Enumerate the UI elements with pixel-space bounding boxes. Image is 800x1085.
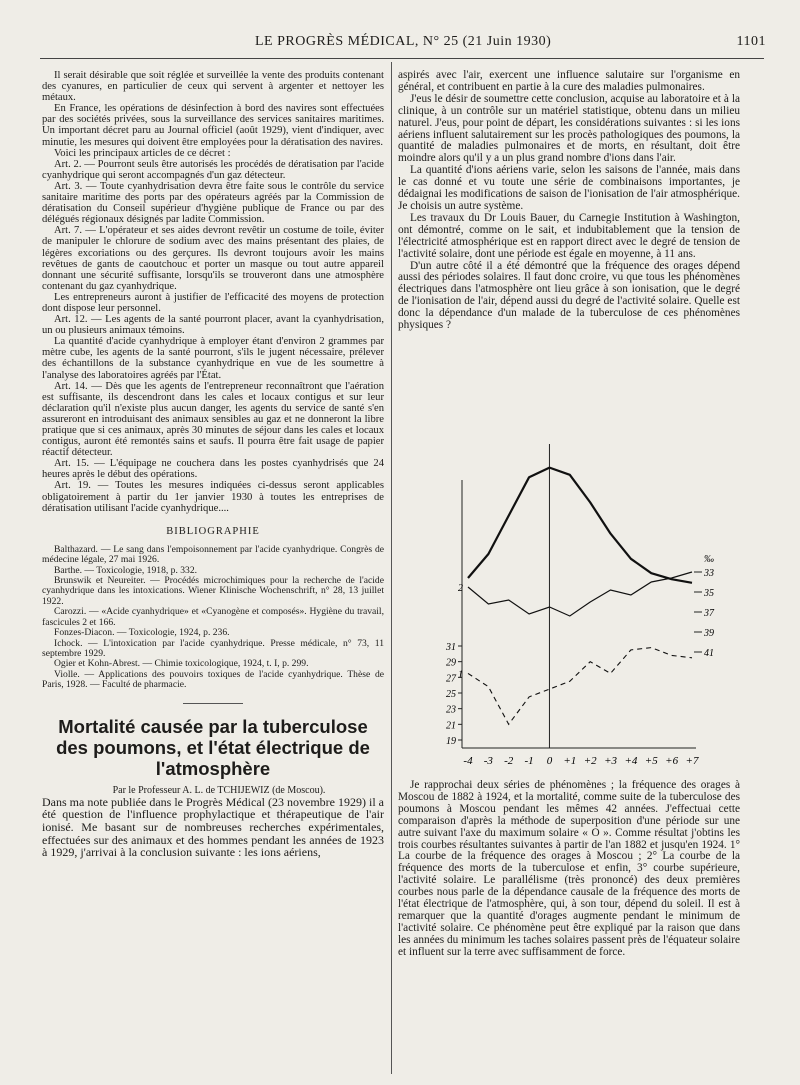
paragraph: Les entrepreneurs auront à justifier de l'efficacité des moyens de protection dont dispose leur personnel. <box>42 291 384 314</box>
paragraph: Voici les principaux articles de ce décret : <box>54 147 231 159</box>
bibliography-entry: Fonzes-Diacon. — Toxicologie, 1924, p. 236. <box>54 627 230 639</box>
paragraph: Les travaux du Dr Louis Bauer, du Carnegie Institution à Washington, ont démontré, comme on le sait, et indubitablement que la tension de l'électricité atmosphérique est en rapport direct avec le degré de tension de l'activité solaire, dont une période est égale en moyenne, à 11 ans. <box>398 211 740 260</box>
right-tick-label: 37 <box>704 608 714 619</box>
x-tick-label: -1 <box>524 755 534 767</box>
bibliography-entry: Brunswik et Neureiter. — Procédés microchimiques pour la recherche de l'acide cyanhydrique dans les intoxications. Wiener Klinische Wochenschrift, n° 28, 13 juillet 1922. <box>42 575 384 607</box>
bibliography-entry: Ichock. — L'intoxication par l'acide cyanhydrique. Presse médicale, n° 73, 11 septembre 1929. <box>42 637 384 659</box>
left-tick-label: 29 <box>446 657 456 669</box>
chart-figure <box>398 440 738 770</box>
series-label-mortality: 2 <box>458 583 463 594</box>
x-tick-label: +1 <box>563 755 577 767</box>
decree-article: Art. 15. — L'équipage ne couchera dans les postes cyanhydrisés que 24 heures après le début des opérations. <box>42 458 384 481</box>
chart-svg <box>398 440 738 770</box>
right-column-continued <box>398 780 740 959</box>
column-divider <box>391 62 392 1074</box>
paragraph: J'eus le désir de soumettre cette conclusion, acquise au laboratoire et à la clinique, à un contrôle sur un matériel statistique, obtenu dans un milieu naturel. J'eus, pour point de départ, les considérations suivantes : si les ions aériens influent salutairement sur les procès pathologiques des poumons, la quantité de maladies pulmonaires et de morts, en résultant, doit être moindre alors qu'il y a un plus grand nombre d'ions dans l'air. <box>398 92 740 165</box>
bibliography-entry: Barthe. — Toxicologie, 1918, p. 332. <box>54 564 198 576</box>
series-line-storms <box>468 648 692 725</box>
decree-article: Art. 12. — Les agents de la santé pourront placer, avant la cyanhydrisation, un ou plusieurs animaux témoins. <box>42 314 384 337</box>
paragraph: Il serait désirable que soit réglée et surveillée la vente des produits contenant des cyanures, en particulier de ceux qui servent à argenter et nettoyer les métaux. <box>42 70 384 104</box>
left-column <box>42 70 384 859</box>
bibliography-heading: BIBLIOGRAPHIE <box>166 525 260 537</box>
decree-article: Art. 19. — Toutes les mesures indiquées ci-dessus seront applicables obligatoirement à partir du 1er janvier 1930 à toutes les entreprises de dératisation utilisant l'acide cyanhydrique.... <box>42 480 384 514</box>
right-tick-label: 35 <box>704 588 714 599</box>
paragraph: Je rapprochai deux séries de phénomènes ; la fréquence des orages à Moscou de 1882 à 1924, et la mortalité, comme suite de la tuberculose des poumons à Moscou pendant les mêmes 42 années. J'effectuai cette comparaison d'après la méthode de superposition d'une période sur une autre suivant l'axe du maximum solaire « O ». Comme résultat j'obtins les trois courbes résultantes suivantes à partir de l'an 1882 et jusqu'en 1924. 1° La courbe de la fréquence des orages à Moscou ; 2° La courbe de la fréquence des morts de la tuberculose et enfin, 3° courbe supérieure, l'activité solaire. Le parallélisme (très prononcé) des deux premières courbes nous parle de la dépendance causale de la fréquence des morts de l'état électrique de l'atmosphère, qui, à son tour, dépend du soleil. Il est à remarquer que la quantité d'orages augmente pendant le minimum de l'activité solaire. Ce phénomène peut être expliqué par la raison que dans les années du minimum les taches solaires passent près de l'équateur solaire et influent sur la terre avec suffisamment de force. <box>398 779 740 958</box>
running-header <box>30 34 770 54</box>
x-tick-label: +3 <box>604 755 618 767</box>
bibliography-entry: Ogier et Kohn-Abrest. — Chimie toxicologique, 1924, t. I, p. 299. <box>54 658 309 670</box>
x-tick-label: +5 <box>644 755 658 767</box>
x-tick-label: 0 <box>546 755 553 767</box>
page-number: 1101 <box>736 34 766 49</box>
series-line-solar <box>468 468 692 583</box>
series-line-mortality <box>468 572 692 616</box>
bibliography-list <box>42 545 384 691</box>
decree-article: Art. 2. — Pourront seuls être autorisés les procédés de dératisation par l'acide cyanhydrique qui seront accompagnés d'un gaz détecteur. <box>42 158 384 181</box>
decree-article: Art. 14. — Dès que les agents de l'entrepreneur reconnaîtront que l'aération est suffisante, ils descendront dans les cales et locaux contigus et sur leur déclaration qu'il n'existe plus aucun danger, les agents du service de santé s'en assureront en introduisant des animaux sensibles au gaz et ne donneront la libre pratique que si ces animaux, après 30 minutes de séjour dans les cales et locaux contigus, auront été remontés sains et saufs. Il pourra être fait usage de papier réactif détecteur. <box>42 380 384 459</box>
section-divider <box>183 703 243 704</box>
paragraph: En France, les opérations de désinfection à bord des navires sont effectuées par des sociétés privées, sous la surveillance des services sanitaires maritimes. Un important décret paru au Journal officiel (août 1929), vient d'indiquer, avec minutie, les mesures qui doivent être employées pour la dératisation des navires. <box>42 103 384 148</box>
left-tick-label: 31 <box>446 642 456 653</box>
left-tick-label: 19 <box>446 736 456 747</box>
bibliography-entry: Balthazard. — Le sang dans l'empoisonnement par l'acide cyanhydrique. Congrès de médecine légale, 27 mai 1926. <box>42 543 384 566</box>
x-tick-label: +2 <box>583 755 597 767</box>
x-tick-label: +6 <box>665 755 679 767</box>
right-tick-label: 39 <box>704 628 714 639</box>
left-tick-label: 25 <box>446 689 456 700</box>
bibliography-entry: Carozzi. — «Acide cyanhydrique» et «Cyanogène et composés». Hygiène du travail, fascicules 2 et 166. <box>42 606 384 628</box>
paragraph: D'un autre côté il a été démontré que la fréquence des orages dépend aussi des périodes solaires. Il faut donc croire, vu que tous les phénomènes électriques dans l'atmosphère ont lieu grâce à son ionisation, que le degré de l'ionisation de l'air, dépend aussi du degré de l'activité solaire. Quelle est donc la dépendance d'un malade de la tuberculose de ces phénomènes physiques ? <box>398 259 740 332</box>
x-tick-label: -2 <box>504 755 514 767</box>
decree-article: Art. 3. — Toute cyanhydrisation devra être faite sous le contrôle du service sanitaire maritime des ports par des opérateurs agréés par la Commission de dératisation du Conseil supérieur d'hygiène publique de France ou par des délégués régionaux désignés par ladite Commission. <box>42 180 384 226</box>
right-tick-label: 33 <box>704 568 714 579</box>
header-rule <box>40 58 764 59</box>
paragraph: La quantité d'ions aériens varie, selon les saisons de l'année, mais dans le cas donné et vu toute une série de combinaisons importantes, je dédaignai les modifications de saison de l'ionisation de l'air atmosphérique. Je choisis un autre système. <box>398 164 740 212</box>
right-column <box>398 70 740 332</box>
article-intro <box>42 796 384 860</box>
paragraph: aspirés avec l'air, exercent une influence salutaire sur l'organisme en général, et contribuent en partie à la cure des maladies pulmonaires. <box>398 69 740 93</box>
x-tick-label: -4 <box>463 755 473 767</box>
article-title: Mortalité causée par la tuberculose des poumons, et l'état électrique de l'atmosphère <box>56 715 370 779</box>
paragraph: Dans ma note publiée dans le Progrès Médical (23 novembre 1929) il a été question de l'influence prophylactique et thérapeutique de l'air ionisé. Me basant sur de nombreuses recherches expérimentales, effectuées sur des animaux et des hommes pendant les années de 1923 à 1929, j'arrivai à la conclusion suivante : les ions aériens, <box>42 794 384 860</box>
x-tick-label: -3 <box>483 755 493 767</box>
x-tick-label: +4 <box>624 755 638 767</box>
bibliography-entry: Violle. — Applications des pouvoirs toxiques de l'acide cyanhydrique. Thèse de Paris, 1928. — Faculté de pharmacie. <box>42 668 384 691</box>
paragraph: La quantité d'acide cyanhydrique à employer étant d'environ 2 grammes par mètre cube, les agents de la santé pourront, s'ils le jugent nécessaire, prélever des échantillons de la substance cyanhydrique en vue de les soumettre à l'analyse des laboratoires agréés par l'État. <box>42 336 384 381</box>
left-tick-label: 27 <box>446 673 456 685</box>
article-byline: Par le Professeur A. L. de TCHIJEWIZ (de Moscou). <box>112 784 326 796</box>
series-label-storms: 1 <box>458 669 463 681</box>
journal-title: LE PROGRÈS MÉDICAL, N° 25 (21 Juin 1930) <box>255 34 552 49</box>
decree-article: Art. 7. — L'opérateur et ses aides devront revêtir un costume de toile, éviter de manipuler le chlorure de sodium avec des mains présentant des plaies, de légères excoriations ou des gerçures. Ils devront toujours avoir les mains revêtues de gants de caoutchouc et porter un masque ou tout autre appareil donnant une sécurité suffisante, lorsqu'ils se trouveront dans une atmosphère contenant du gaz cyanhydrique. <box>42 225 384 292</box>
right-axis-unit: ‰ <box>704 554 714 565</box>
left-tick-label: 21 <box>446 720 456 732</box>
right-tick-label: 41 <box>704 648 714 659</box>
x-tick-label: +7 <box>685 755 699 767</box>
left-tick-label: 23 <box>446 704 456 716</box>
